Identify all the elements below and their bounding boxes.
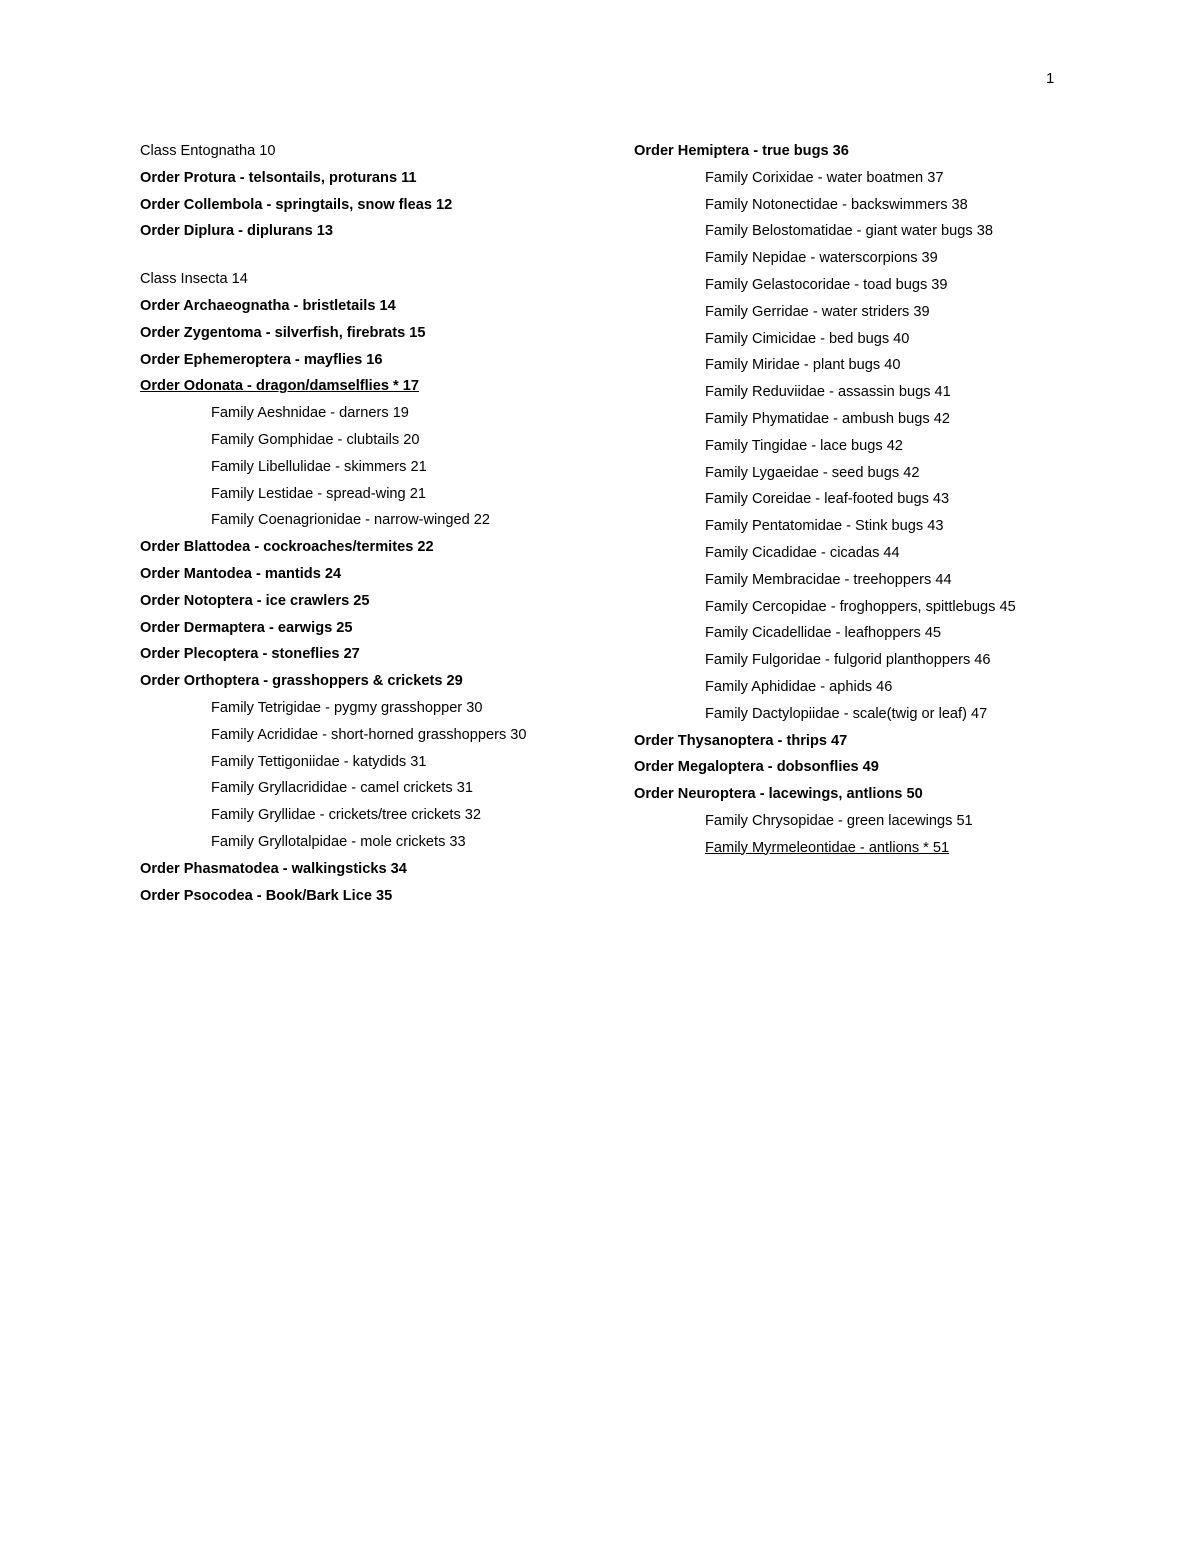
family-entry <box>634 835 1084 862</box>
family-entry <box>634 674 1084 701</box>
entry-text: Order Phasmatodea - walkingsticks 34 <box>140 860 407 877</box>
entry-text: Order Diplura - diplurans 13 <box>140 223 334 240</box>
family-entry <box>140 427 610 454</box>
entry-text: Family Notonectidae - backswimmers 38 <box>705 196 968 213</box>
family-entry <box>140 775 610 802</box>
entry-text: Order Notoptera - ice crawlers 25 <box>140 592 370 609</box>
family-entry <box>140 695 610 722</box>
entry-text: Family Aphididae - aphids 46 <box>705 678 893 695</box>
family-entry <box>634 433 1084 460</box>
family-entry <box>634 406 1084 433</box>
entry-text: Family Reduviidae - assassin bugs 41 <box>705 384 951 401</box>
family-entry <box>634 567 1084 594</box>
family-entry <box>634 540 1084 567</box>
family-entry <box>634 620 1084 647</box>
entry-text: Family Chrysopidae - green lacewings 51 <box>705 812 973 829</box>
family-entry <box>634 513 1084 540</box>
entry-text: Order Thysanoptera - thrips 47 <box>634 732 848 749</box>
entry-text: Order Archaeognatha - bristletails 14 <box>140 297 396 314</box>
entry-text: Family Lygaeidae - seed bugs 42 <box>705 464 920 481</box>
family-entry <box>140 722 610 749</box>
entry-text: Order Ephemeroptera - mayflies 16 <box>140 351 383 368</box>
entry-text: Class Insecta 14 <box>140 271 248 288</box>
entry-text: Family Pentatomidae - Stink bugs 43 <box>705 518 944 535</box>
class-heading <box>140 266 610 293</box>
entry-text: Order Mantodea - mantids 24 <box>140 565 342 582</box>
page-number: 1 <box>1046 70 1055 87</box>
order-entry <box>634 728 1084 755</box>
entry-text: Family Gomphidae - clubtails 20 <box>211 431 420 448</box>
entry-text: Family Nepidae - waterscorpions 39 <box>705 250 938 267</box>
family-entry <box>140 829 610 856</box>
order-entry <box>140 218 610 245</box>
entry-text: Family Cercopidae - froghoppers, spittlebugs 45 <box>705 598 1016 615</box>
entry-text: Family Tettigoniidae - katydids 31 <box>211 753 427 770</box>
family-entry <box>634 379 1084 406</box>
family-entry <box>140 802 610 829</box>
family-entry <box>634 165 1084 192</box>
entry-text: Family Gerridae - water striders 39 <box>705 303 930 320</box>
toc-right-column <box>634 138 1084 862</box>
order-entry <box>140 588 610 615</box>
entry-text: Family Coenagrionidae - narrow-winged 22 <box>211 512 491 529</box>
class-heading <box>140 138 610 165</box>
entry-text: Order Hemiptera - true bugs 36 <box>634 143 849 159</box>
entry-text: Order Megaloptera - dobsonflies 49 <box>634 759 879 776</box>
order-entry <box>140 534 610 561</box>
entry-text: Family Gryllacrididae - camel crickets 31 <box>211 780 473 797</box>
entry-text: Class Entognatha 10 <box>140 143 276 159</box>
order-entry <box>140 856 610 883</box>
order-entry <box>140 668 610 695</box>
entry-text: Family Cicadidae - cicadas 44 <box>705 544 900 561</box>
entry-text: Family Lestidae - spread-wing 21 <box>211 485 426 502</box>
family-entry <box>634 245 1084 272</box>
entry-text: Family Aeshnidae - darners 19 <box>211 405 409 422</box>
order-entry <box>634 754 1084 781</box>
entry-text: Family Gelastocoridae - toad bugs 39 <box>705 276 948 293</box>
entry-text: Family Belostomatidae - giant water bugs 38 <box>705 223 993 240</box>
family-entry <box>634 192 1084 219</box>
toc-left-column <box>140 138 610 909</box>
entry-text: Family Miridae - plant bugs 40 <box>705 357 901 374</box>
family-entry <box>140 507 610 534</box>
section-gap <box>140 245 610 266</box>
family-entry <box>140 481 610 508</box>
entry-text: Family Corixidae - water boatmen 37 <box>705 169 944 186</box>
entry-text: Order Orthoptera - grasshoppers & crickets 29 <box>140 673 463 690</box>
entry-text: Family Tetrigidae - pygmy grasshopper 30 <box>211 699 483 716</box>
entry-text: Family Membracidae - treehoppers 44 <box>705 571 952 588</box>
family-entry <box>140 400 610 427</box>
order-entry <box>140 347 610 374</box>
entry-text: Family Gryllidae - crickets/tree crickets 32 <box>211 807 482 824</box>
order-entry <box>140 883 610 910</box>
entry-text: Family Acrididae - short-horned grasshoppers 30 <box>211 726 527 743</box>
order-entry <box>140 561 610 588</box>
family-entry <box>634 486 1084 513</box>
order-entry <box>140 320 610 347</box>
family-entry <box>634 272 1084 299</box>
entry-text: Family Phymatidae - ambush bugs 42 <box>705 410 950 427</box>
entry-text: Family Cimicidae - bed bugs 40 <box>705 330 910 347</box>
entry-text: Order Zygentoma - silverfish, firebrats 15 <box>140 324 426 341</box>
entry-text: Order Blattodea - cockroaches/termites 22 <box>140 539 434 556</box>
entry-text: Order Psocodea - Book/Bark Lice 35 <box>140 887 393 904</box>
family-entry <box>634 326 1084 353</box>
family-entry <box>634 218 1084 245</box>
entry-text: Family Fulgoridae - fulgorid planthoppers 46 <box>705 652 991 669</box>
entry-text: Order Collembola - springtails, snow fleas 12 <box>140 196 453 213</box>
family-entry <box>140 454 610 481</box>
family-entry <box>634 460 1084 487</box>
family-entry <box>140 749 610 776</box>
order-entry <box>140 641 610 668</box>
order-entry <box>140 192 610 219</box>
entry-text: Family Myrmeleontidae - antlions * 51 <box>705 839 950 856</box>
family-entry <box>634 701 1084 728</box>
family-entry <box>634 352 1084 379</box>
entry-text: Family Dactylopiidae - scale(twig or leaf) 47 <box>705 705 988 722</box>
order-entry <box>140 293 610 320</box>
entry-text: Family Coreidae - leaf-footed bugs 43 <box>705 491 950 508</box>
order-entry <box>140 615 610 642</box>
entry-text: Family Libellulidae - skimmers 21 <box>211 458 427 475</box>
entry-text: Order Dermaptera - earwigs 25 <box>140 619 353 636</box>
order-entry <box>634 138 1084 165</box>
order-entry <box>634 781 1084 808</box>
entry-text: Family Cicadellidae - leafhoppers 45 <box>705 625 942 642</box>
order-entry <box>140 165 610 192</box>
family-entry <box>634 594 1084 621</box>
family-entry <box>634 808 1084 835</box>
order-entry <box>140 373 610 400</box>
entry-text: Order Neuroptera - lacewings, antlions 50 <box>634 786 923 803</box>
entry-text: Family Gryllotalpidae - mole crickets 33 <box>211 833 466 850</box>
entry-text: Order Plecoptera - stoneflies 27 <box>140 646 360 663</box>
family-entry <box>634 647 1084 674</box>
entry-text: Order Odonata - dragon/damselflies * 17 <box>140 378 419 395</box>
entry-text: Order Protura - telsontails, proturans 11 <box>140 169 417 186</box>
family-entry <box>634 299 1084 326</box>
entry-text: Family Tingidae - lace bugs 42 <box>705 437 903 454</box>
